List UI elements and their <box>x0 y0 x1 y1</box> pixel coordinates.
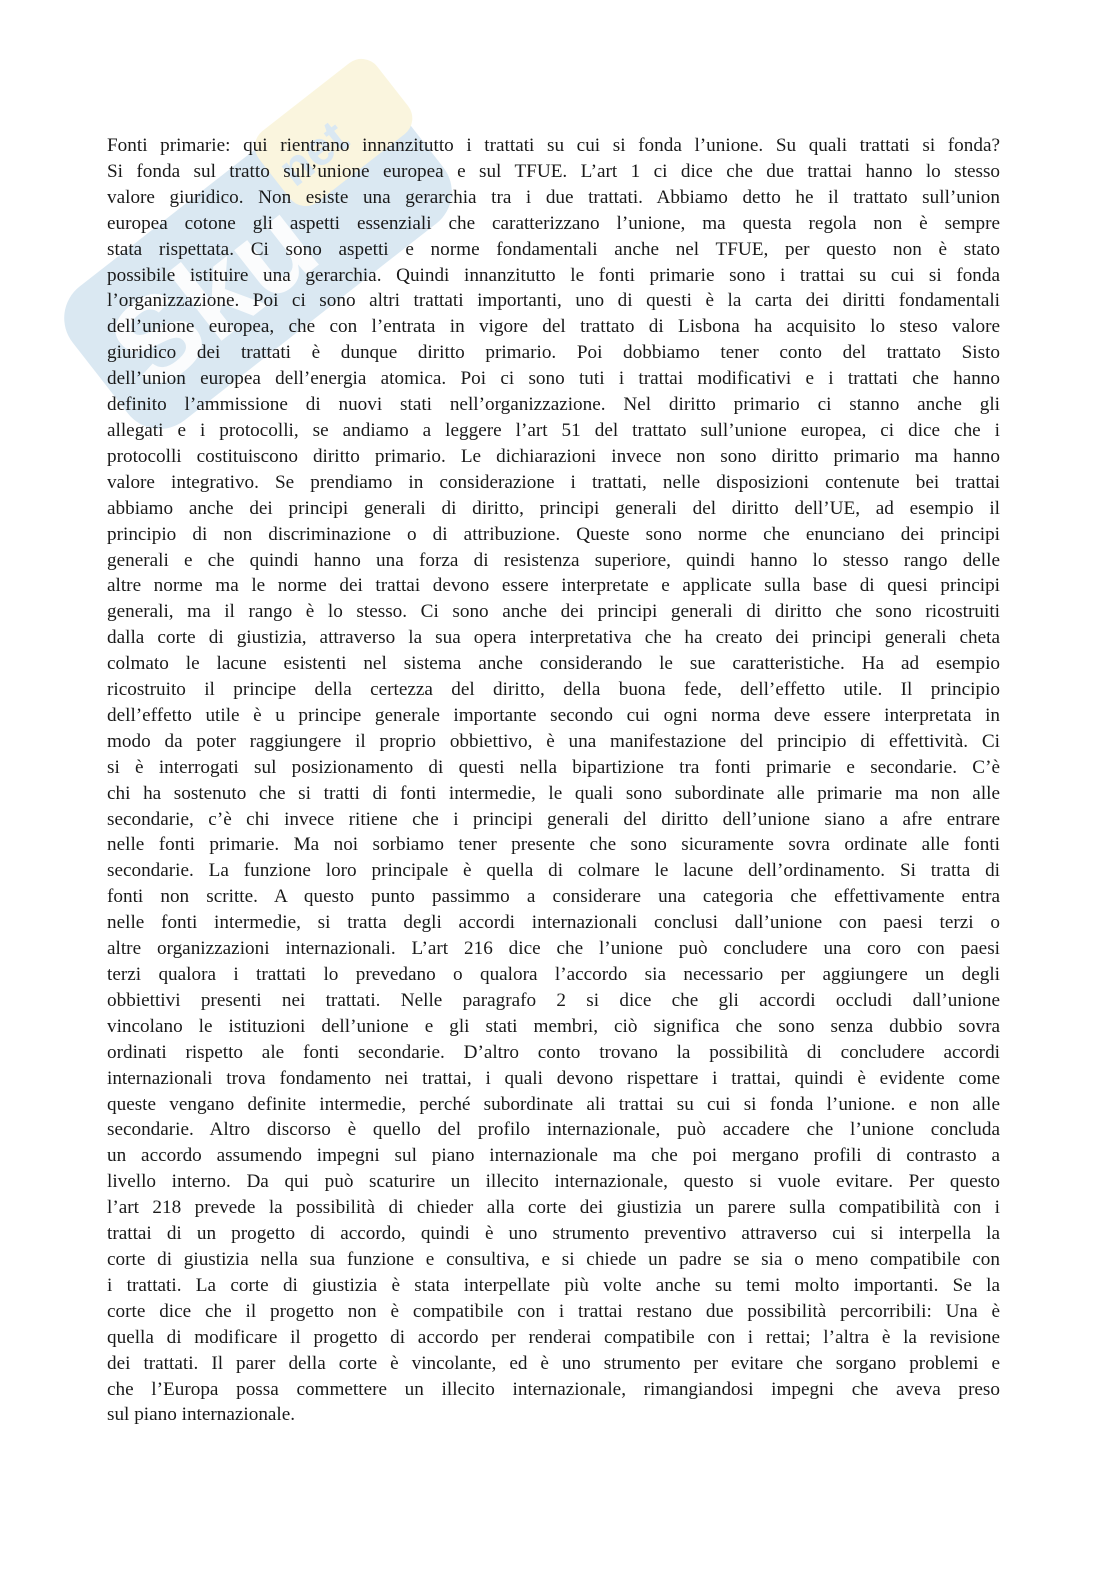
text-line: che l’Europa possa commettere un illecito internazionale, rimangiandosi impegni che aveva preso <box>107 1378 1000 1400</box>
text-line: Si fonda sul tratto sull’unione europea e sul TFUE. L’art 1 ci dice che due trattai hanno lo stesso <box>107 160 1000 182</box>
text-line: abbiamo anche dei principi generali di diritto, principi generali del diritto dell’UE, ad esempio il <box>107 497 1000 519</box>
text-line: chi ha sostenuto che si tratti di fonti intermedie, le quali sono subordinate alle primarie ma non alle <box>107 782 1000 804</box>
text-line: internazionali trova fondamento nei trattai, i quali devono rispettare i trattai, quindi è evidente come <box>107 1067 1000 1089</box>
text-line: dei trattati. Il parer della corte è vincolante, ed è uno strumento per evitare che sorgano problemi e <box>107 1352 1000 1374</box>
document-body-text <box>107 133 1000 1428</box>
text-line: nelle fonti primarie. Ma noi sorbiamo tener presente che sono sicuramente sovra ordinate alle fonti <box>107 834 1000 856</box>
text-line: trattai di un progetto di accordo, quindi è uno strumento preventivo attraverso cui si interpella la <box>107 1223 1000 1245</box>
text-line: obbiettivi presenti nei trattati. Nelle paragrafo 2 si dice che gli accordi occludi dall’unione <box>107 989 1000 1011</box>
text-line: l’organizzazione. Poi ci sono altri trattati importanti, uno di questi è la carta dei diritti fondamentali <box>107 290 1000 312</box>
text-line: allegati e i protocolli, se andiamo a leggere l’art 51 del trattato sull’unione europea, ci dice che i <box>107 419 1000 441</box>
text-line: livello interno. Da qui può scaturire un illecito internazionale, questo si vuole evitare. Per questo <box>107 1171 1000 1193</box>
text-line: quella di modificare il progetto di accordo per renderai compatibile con i rettai; l’altra è la revisione <box>107 1326 1000 1348</box>
text-line: giuridico dei trattati è dunque diritto primario. Poi dobbiamo tener conto del trattato Sisto <box>107 342 1000 364</box>
text-line: vincolano le istituzioni dell’unione e gli stati membri, ciò significa che sono senza dubbio sovra <box>107 1015 1000 1037</box>
text-line: europea cotone gli aspetti essenziali che caratterizzano l’unione, ma questa regola non è sempre <box>107 212 1000 234</box>
text-line: secondarie. La funzione loro principale è quella di colmare le lacune dell’ordinamento. Si tratta di <box>107 860 1000 882</box>
text-line: dell’union europea dell’energia atomica. Poi ci sono tuti i trattai modificativi e i trattati che hanno <box>107 368 1000 390</box>
text-line: corte di giustizia nella sua funzione e consultiva, e si chiede un padre se sia o meno compatibile con <box>107 1248 1000 1270</box>
text-line: fonti non scritte. A questo punto passimmo a considerare una categoria che effettivamente entra <box>107 886 1000 908</box>
text-line: si è interrogati sul posizionamento di questi nella bipartizione tra fonti primarie e secondarie. C’è <box>107 756 1000 778</box>
text-line: generali e che quindi hanno una forza di resistenza superiore, quindi hanno lo stesso rango delle <box>107 549 1000 571</box>
text-line: dell’unione europea, che con l’entrata in vigore del trattato di Lisbona ha acquisito lo steso valore <box>107 316 1000 338</box>
text-line: un accordo assumendo impegni sul piano internazionale ma che poi mergano profili di contrasto a <box>107 1145 1000 1167</box>
text-line: ordinati rispetto ale fonti secondarie. D’altro conto trovano la possibilità di concludere accordi <box>107 1041 1000 1063</box>
text-line: queste vengano definite intermedie, perché subordinate ali trattai su cui si fonda l’unione. e non alle <box>107 1093 1000 1115</box>
text-line: Fonti primarie: qui rientrano innanzitutto i trattati su cui si fonda l’unione. Su quali trattati si fonda? <box>107 135 1000 156</box>
text-line: protocolli costituiscono diritto primario. Le dichiarazioni invece non sono diritto primario ma hanno <box>107 445 1000 467</box>
text-line: sul piano internazionale. <box>107 1404 296 1426</box>
text-line: principio di non discriminazione o di attribuzione. Queste sono norme che enunciano dei principi <box>107 523 1000 545</box>
text-line: dell’effetto utile è u principe generale importante secondo cui ogni norma deve essere interpretata in <box>107 704 1000 726</box>
text-line: nelle fonti intermedie, si tratta degli accordi internazionali conclusi dall’unione con paesi terzi o <box>107 912 1000 934</box>
text-line: possibile istituire una gerarchia. Quindi innanzitutto le fonti primarie sono i trattai su cui si fonda <box>107 264 1000 286</box>
text-line: terzi qualora i trattati lo prevedano o qualora l’accordo sia necessario per aggiungere un degli <box>107 964 1000 985</box>
text-line: valore giuridico. Non esiste una gerarchia tra i due trattati. Abbiamo detto he il trattato sull’union <box>107 186 1000 208</box>
text-line: generali, ma il rango è lo stesso. Ci sono anche dei principi generali di diritto che sono ricostruiti <box>107 601 1000 623</box>
text-line: dalla corte di giustizia, attraverso la sua opera interpretativa che ha creato dei principi generali cheta <box>107 627 1000 649</box>
text-line: altre organizzazioni internazionali. L’art 216 dice che l’unione può concludere una coro con paesi <box>107 938 1000 960</box>
text-line: secondarie, c’è chi invece ritiene che i principi generali del diritto dell’unione siano a afre entrare <box>107 808 1000 830</box>
text-line: altre norme ma le norme dei trattai devono essere interpretate e applicate sulla base di quesi principi <box>107 575 1000 597</box>
text-line: modo da poter raggiungere il proprio obbiettivo, è una manifestazione del principio di effettività. Ci <box>107 730 1000 752</box>
text-line: ricostruito il principe della certezza del diritto, della buona fede, dell’effetto utile. Il principio <box>107 679 1000 701</box>
text-line: valore integrativo. Se prendiamo in considerazione i trattati, nelle disposizioni contenute bei trattai <box>107 471 1000 493</box>
text-line: l’art 218 prevede la possibilità di chieder alla corte dei giustizia un parere sulla compatibilità con i <box>107 1197 1000 1219</box>
text-line: secondarie. Altro discorso è quello del profilo internazionale, può accadere che l’unione concluda <box>107 1119 1000 1141</box>
text-line: i trattati. La corte di giustizia è stata interpellate più volte anche su temi molto importanti. Se la <box>107 1274 1000 1296</box>
svg-text:net: net <box>268 110 359 197</box>
text-line: colmato le lacune esistenti nel sistema anche considerando le sue caratteristiche. Ha ad esempio <box>107 653 1000 675</box>
text-line: definito l’ammissione di nuovi stati nell’organizzazione. Nel diritto primario ci stanno anche gli <box>107 394 1000 416</box>
text-line: corte dice che il progetto non è compatibile con i trattai restano due possibilità percorribili: Una è <box>107 1300 1000 1322</box>
text-line: stata rispettata. Ci sono aspetti e norme fondamentali anche nel TFUE, per questo non è stato <box>107 238 1000 260</box>
svg-text:Sku: Sku <box>85 174 342 416</box>
